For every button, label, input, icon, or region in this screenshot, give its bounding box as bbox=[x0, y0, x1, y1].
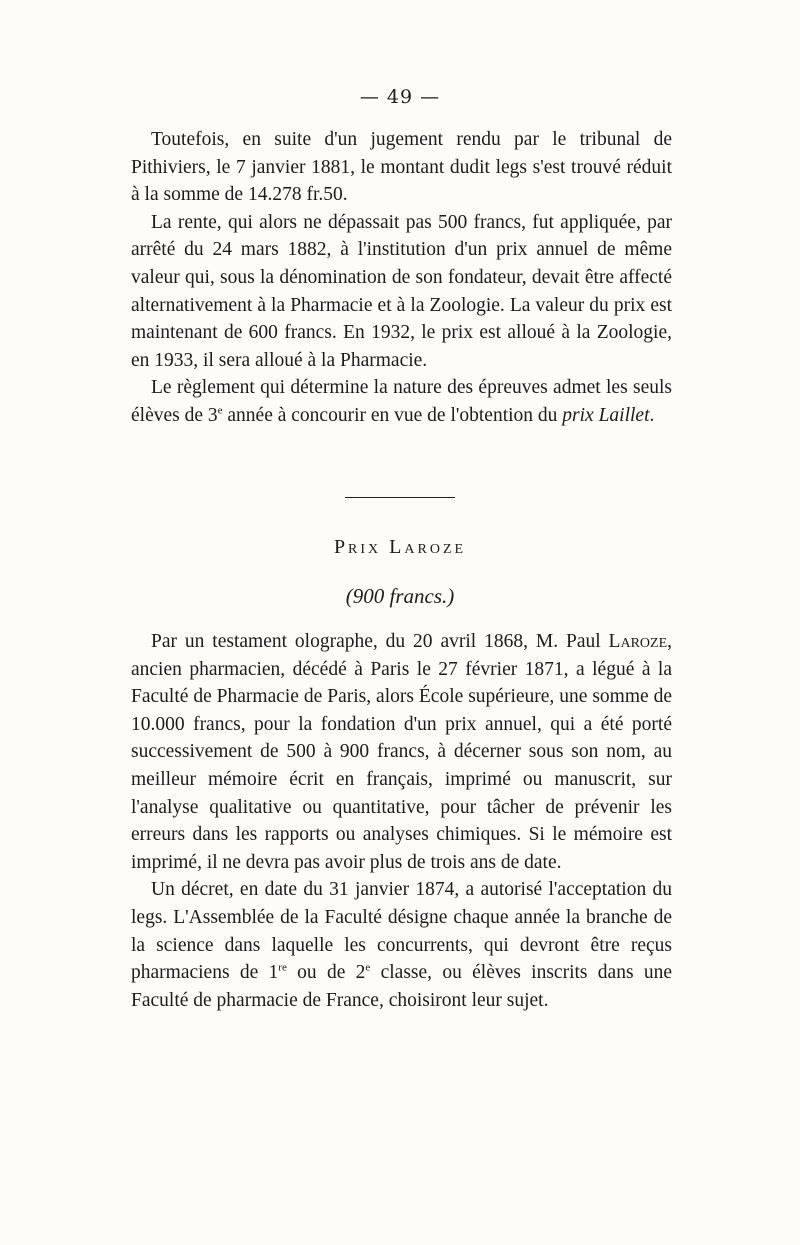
testament-text-start: Par un testament olographe, du 20 avril 1868, M. Paul bbox=[151, 631, 609, 652]
section-divider bbox=[345, 497, 455, 498]
section-subtitle: (900 francs.) bbox=[345, 584, 455, 608]
prize-name-italic: prix Laillet bbox=[562, 404, 650, 426]
laillet-prize-text bbox=[131, 126, 672, 430]
section-title: Prix Laroze bbox=[333, 536, 467, 558]
decret-text-middle: ou de 2 bbox=[286, 962, 366, 984]
ordinal-superscript-first: re bbox=[278, 961, 287, 974]
ordinal-superscript-second: e bbox=[365, 961, 371, 974]
paragraph-testament bbox=[131, 628, 672, 876]
founder-name-smallcaps: Laroze bbox=[608, 631, 668, 652]
laroze-prize-text bbox=[131, 628, 672, 1014]
page-number: — 49 — bbox=[359, 86, 441, 108]
reglement-text-middle: année à concourir en vue de l'obtention du bbox=[222, 404, 563, 426]
reglement-text-end: . bbox=[649, 404, 655, 426]
paragraph-reglement bbox=[131, 374, 672, 429]
paragraph-rente-allocation: La rente, qui alors ne dépassait pas 500 francs, fut appliquée, par arrêté du 24 mars 1882, à l'institution d'un prix annuel de même valeur qui, sous la dénomination de son fondateur, devait être affecté alternativement à la Pharmacie et à la Zoologie. La valeur du prix est maintenant de 600 francs. En 1932, le prix est alloué à la Zoologie, en 1933, il sera alloué à la Pharmacie. bbox=[131, 211, 672, 371]
decret-text-end: classe, ou élèves inscrits dans une Faculté de pharmacie de France, choisiront leur sujet. bbox=[131, 962, 672, 1011]
ordinal-superscript: e bbox=[217, 404, 223, 417]
testament-text-end: , ancien pharmacien, décédé à Paris le 27 février 1871, a légué à la Faculté de Pharmacie de Paris, alors École supérieure, une somme de 10.000 francs, pour la fondation d'un prix annuel, qui a été porté successivement de 500 à 900 francs, à décerner sous son nom, au meilleur mémoire écrit en français, imprimé ou manuscrit, sur l'analyse qualitative ou quantitative, pour tâcher de prévenir les erreurs dans les rapports ou analyses chimiques. Si le mémoire est imprimé, il ne devra pas avoir plus de trois ans de date. bbox=[131, 631, 672, 873]
paragraph-legs-reduction: Toutefois, en suite d'un jugement rendu par le tribunal de Pithiviers, le 7 janvier 1881, le montant dudit legs s'est trouvé réduit à la somme de 14.278 fr.50. bbox=[131, 129, 672, 206]
reglement-text-start: Le règlement qui détermine la nature des épreuves admet les seuls élèves de 3 bbox=[131, 377, 672, 426]
decret-text-start: Un décret, en date du 31 janvier 1874, a autorisé l'acceptation du legs. L'Assemblée de la Faculté désigne chaque année la branche de la science dans laquelle les concurrents, qui devront être reçus pharmaciens de 1 bbox=[131, 879, 672, 984]
paragraph-decret bbox=[131, 876, 672, 1014]
